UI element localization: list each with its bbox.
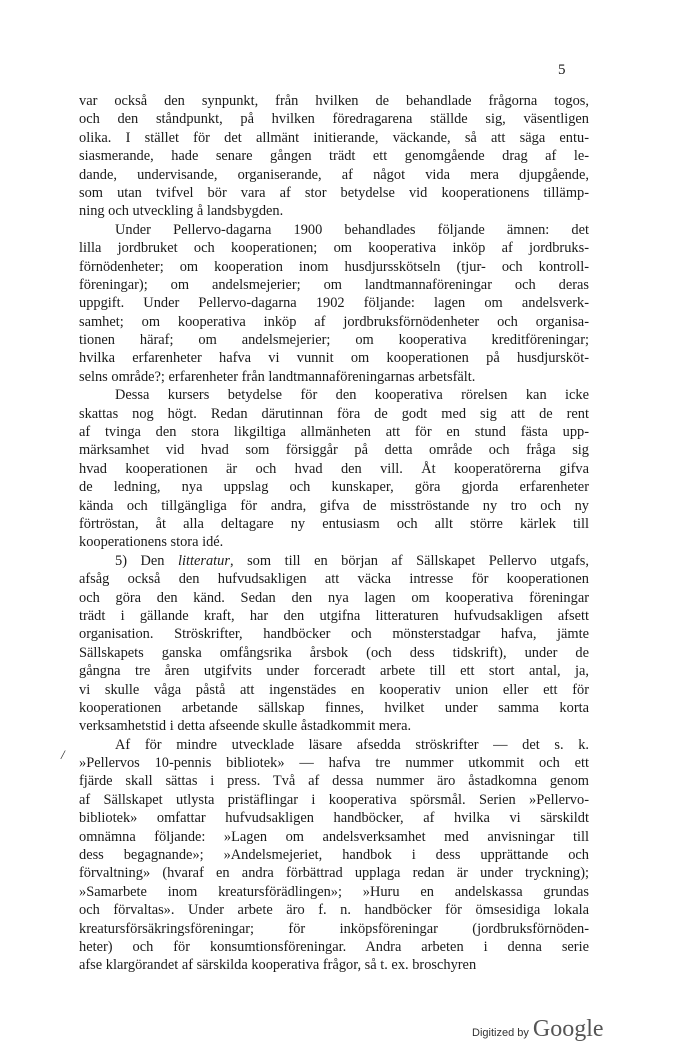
text-line: omnämna följande: »Lagen om andelsverksamhet med anvisningar till — [79, 828, 589, 845]
text-line: dande, undervisande, organiserande, af något vida mera djupgående, — [79, 166, 589, 183]
text-line: selns område?; erfarenheter från landtmannaföreningarnas arbetsfält. — [79, 368, 476, 385]
text-line: kända och tillgängliga för andra, gifva de misströstande ny tro och ny — [79, 497, 589, 514]
text-line: fjärde skall sättas i press. Två af dessa nummer äro åstadkomna genom — [79, 773, 589, 790]
text-line: olika. I stället för det allmänt initierande, väckande, så att säga entu- — [79, 129, 589, 146]
text-line: uppgift. Under Pellervo-dagarna 1902 följande: lagen om andelsverk- — [79, 295, 589, 312]
body-text — [79, 92, 589, 975]
text-line: organisation. Ströskrifter, handböcker och mönsterstadgar hafva, jämte — [79, 626, 589, 643]
text-line: var också den synpunkt, från hvilken de behandlade frågorna togos, — [79, 93, 589, 109]
text-line: verksamhetstid i detta afseende skulle åstadkommit mera. — [79, 718, 412, 735]
text-line: tionen häraf; om andelsmejerier; om kooperativa kreditföreningar; — [79, 332, 589, 349]
text-line: vi skulle våga påstå att ingenstädes en kooperativ union eller ett för — [79, 681, 589, 698]
text-line: de ledning, nya uppslag och kunskaper, göra gjorda erfarenheter — [79, 479, 589, 496]
text-line: som utan tvifvel bör vara af stor betydelse vid kooperationens tillämp- — [79, 184, 589, 201]
text-line: gångna tre åren utgifvits under forceradt arbete till ett stort antal, ja, — [79, 663, 589, 680]
text-line: siasmerande, hade senare gången trädt ett genomgående drag af le- — [79, 148, 589, 165]
text-line: samhet; om kooperativa inköp af jordbruksförnödenheter och organisa- — [79, 313, 589, 330]
text-line: föreningar); om andelsmejerier; om landtmannaföreningar och deras — [79, 276, 589, 293]
text-line: och förvaltas». Under arbete äro f. n. handböcker för ömsesidiga lokala — [79, 902, 589, 919]
text-line: af tvinga den stora likgiltiga allmänheten att för en stund fästa upp- — [79, 424, 589, 441]
text-line: trädt i gällande kraft, har den utgifna litteraturen hufvudsakligen afsett — [79, 607, 589, 624]
text-line: förtröstan, åt alla deltagare ny entusiasm och allt större kärlek till — [79, 515, 589, 532]
text-line — [79, 552, 589, 570]
text-line: kreatursförsäkringsföreningar; för inköpsföreningar (jordbruksförnöden- — [79, 920, 589, 937]
text-line: afsåg också den hufvudsakligen att väcka intresse för kooperationen — [79, 571, 589, 588]
text-line: märksamhet vid hvad som försiggår på detta område och fråga sig — [79, 442, 589, 459]
text-line: kooperationens stora idé. — [79, 534, 224, 551]
text-line: förvaltning» (hvaraf en andra förbättrad upplaga redan är under tryckning); — [79, 865, 589, 882]
text-line: hvad kooperationen är och hvad den vill. Åt kooperatörerna gifva — [79, 460, 589, 477]
text-line: afse klargörandet af särskilda kooperativa frågor, så t. ex. broschyren — [79, 957, 477, 974]
text-line: heter) och för konsumtionsföreningar. Andra arbeten i denna serie — [79, 938, 589, 955]
text-line: kooperationen arbetande sällskap finnes, hvilket under samma korta — [79, 699, 589, 716]
text-line: af Sällskapet utlysta pristäflingar i kooperativa spörsmål. Serien »Pellervo- — [79, 791, 589, 808]
text-line: dess begagnande»; »Andelsmejeriet, handbok i dess upprättande och — [79, 847, 589, 864]
text-line: Sällskapets ganska omfångsrika årsbok (och dess tidskrift), under de — [79, 644, 589, 661]
line-continuation: , som till en början af Sällskapet Pellervo utgafs, — [229, 552, 589, 569]
text-line: ning och utveckling å landsbygden. — [79, 203, 284, 220]
text-line: lilla jordbruket och kooperationen; om kooperativa inköp af jordbruks- — [79, 240, 589, 257]
page-number: 5 — [558, 62, 566, 78]
text-line: och göra den känd. Sedan den nya lagen om kooperativa föreningar — [79, 589, 589, 606]
text-line: bibliotek» omfattar hufvudsakligen handböcker, af hvilka vi särskildt — [79, 810, 589, 827]
text-line: Af för mindre utvecklade läsare afsedda ströskrifter — det s. k. — [115, 736, 589, 753]
section-number: 5) Den — [115, 552, 178, 569]
margin-annotation: / — [61, 747, 65, 762]
text-line: Under Pellervo-dagarna 1900 behandlades följande ämnen: det — [115, 221, 589, 238]
text-line: »Samarbete inom kreatursförädlingen»; »Huru en andelskassa grundas — [79, 883, 589, 900]
google-logo: Google — [532, 1016, 604, 1042]
italic-term: litteratur — [177, 552, 230, 569]
text-line: »Pellervos 10-pennis bibliotek» — hafva tre nummer utkommit och ett — [79, 755, 589, 772]
digitized-by-label: Digitized by — [472, 1027, 529, 1039]
digitization-watermark — [472, 1016, 604, 1043]
text-line: skattas nog högt. Redan därutinnan föra de godt med sig att de rent — [79, 405, 589, 422]
text-line: hvilka erfarenheter hafva vi vunnit om kooperationen på husdjursköt- — [79, 350, 589, 367]
text-line: och den ståndpunkt, på hvilken föredragarena ställde sig, väsentligen — [79, 111, 589, 128]
text-line: förnödenheter; om kooperation inom husdjursskötseln (tjur- och kontroll- — [79, 258, 589, 275]
text-line: Dessa kursers betydelse för den kooperativa rörelsen kan icke — [115, 387, 589, 404]
